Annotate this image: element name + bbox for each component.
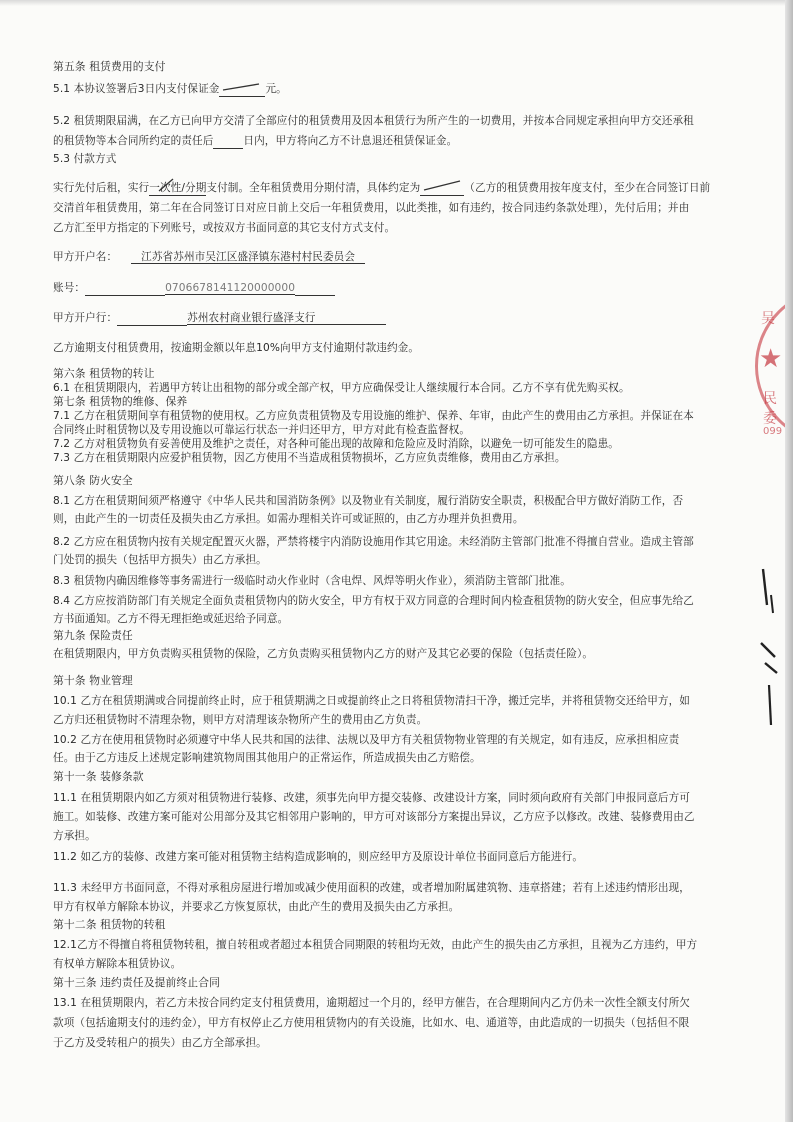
payment-line-1 [53, 181, 710, 196]
payment-option [149, 181, 206, 196]
payment-pre: 实行先付后租，实行 [53, 182, 150, 194]
article-7-heading: 第七条 租赁物的维修、保养 [53, 395, 188, 408]
late-payment-clause: 乙方逾期支付租赁费用，按逾期金额以年息10%向甲方支付逾期付款违约金。 [53, 342, 420, 354]
clause-11-1-line-3: 方承担。 [53, 830, 96, 842]
article-9-heading: 第九条 保险责任 [53, 629, 133, 642]
installment-blank [420, 181, 464, 196]
clause-10-2-line-1: 10.2 乙方在使用租赁物时必须遵守中华人民共和国的法律、法规以及甲方有关租赁物物业管理的有关规定，如有违反，应承担相应责 [53, 734, 680, 746]
clause-6-1: 6.1 在租赁期限内，若遇甲方转让出租物的部分或全部产权，甲方应确保受让人继续履行本合同。乙方不享有优先购买权。 [53, 382, 630, 394]
clause-5-2-line-2 [53, 134, 457, 149]
bank-underline-left [117, 311, 187, 326]
clause-11-3-line-1: 11.3 未经甲方书面同意，不得对承租房屋进行增加或减少使用面积的改建，或者增加附属建筑物、违章搭建；若有上述违约情形出现， [53, 882, 690, 894]
page-top-edge [0, 0, 793, 6]
clause-5-2-line-1: 5.2 租赁期限届满，在乙方已向甲方交清了全部应付的租赁费用及因本租赁行为所产生的一切费用，并按本合同规定承担向甲方交还承租 [53, 115, 694, 127]
clause-5-3: 5.3 付款方式 [53, 153, 117, 165]
clause-7-1-line-1: 7.1 乙方在租赁期间享有租赁物的使用权。乙方应负责租赁物及专用设施的维护、保养、年审，由此产生的费用由乙方承担。并保证在本 [53, 410, 694, 422]
payment-line-3: 乙方汇至甲方指定的下列账号，或按双方书面同意的其它支付方式支付。 [53, 222, 396, 234]
clause-12-1-line-2: 有权单方解除本租赁协议。 [53, 958, 182, 970]
clause-10-2-line-2: 任。由于乙方违反上述规定影响建筑物周围其他用户的正常运作，所造成损失由乙方赔偿。 [53, 752, 481, 764]
account-number-underline-right [295, 281, 335, 296]
clause-5-1-end: 元。 [265, 83, 287, 95]
account-name-value: 江苏省苏州市吴江区盛泽镇东港村村民委员会 [131, 251, 365, 264]
handwritten-stroke [420, 178, 464, 192]
clause-5-2-pre: 的租赁物等本合同所约定的责任后 [53, 135, 214, 147]
payment-mid: 支付制。全年租赁费用分期付清，具体约定为 [206, 182, 421, 194]
deposit-blank [219, 82, 265, 97]
clause-8-2-line-1: 8.2 乙方应在租赁物内按有关规定配置灭火器，严禁将楼宇内消防设施用作其它用途。未经消防主管部门批准不得擅自营业。造成主管部 [53, 536, 694, 548]
clause-13-1-line-3: 于乙方及受转租户的损失）由乙方全部承担。 [53, 1037, 267, 1049]
clause-5-1 [53, 82, 287, 97]
seal-text-bottom: 099 [763, 426, 783, 437]
clause-7-2: 7.2 乙方对租赁物负有妥善使用及维护之责任，对各种可能出现的故障和危险应及时消除，以避免一切可能发生的隐患。 [53, 438, 619, 450]
clause-13-1-line-1: 13.1 在租赁期限内，若乙方未按合同约定支付租赁费用，逾期超过一个月的，经甲方催告，在合理期间内乙方仍未一次性全额支付所欠 [53, 997, 690, 1009]
seal-text-middle: 民委 [763, 391, 777, 427]
article-10-heading: 第十条 物业管理 [53, 674, 133, 687]
payment-option-text: 一次性/分期 [149, 182, 207, 194]
clause-8-2-line-2: 门处罚的损失（包括甲方损失）由乙方承担。 [53, 554, 267, 566]
page-right-edge [785, 0, 793, 1122]
account-number-label: 账号： [53, 282, 86, 294]
bank-value: 苏州农村商业银行盛泽支行 [187, 312, 385, 325]
article-11-heading: 第十一条 装修条款 [53, 770, 144, 783]
clause-5-2-post: 日内，甲方将向乙方不计息退还租赁保证金。 [243, 135, 458, 147]
account-name-label: 甲方开户名： [53, 251, 118, 263]
article-8-heading: 第八条 防火安全 [53, 474, 133, 487]
handwritten-slash [155, 177, 177, 195]
clause-11-1-line-2: 施工。如装修、改建方案可能对公用部分及其它相邻用户影响的，甲方可对该部分方案提出异议，乙方应予以修改。改建、装修费用由乙 [53, 811, 695, 823]
clause-7-1-line-2: 合同终止时租赁物以及专用设施以可靠运行状态一并归还甲方，甲方对此有检查监督权。 [53, 424, 471, 436]
handwritten-stroke [219, 80, 265, 92]
article-5-heading: 第五条 租赁费用的支付 [53, 60, 166, 73]
clause-10-1-line-2: 乙方归还租赁物时不清理杂物，则甲方对清理该杂物所产生的费用由乙方负责。 [53, 714, 428, 726]
clause-5-1-text: 5.1 本协议签署后3日内支付保证金 [53, 83, 220, 95]
margin-signature [757, 565, 781, 735]
clause-9-1: 在租赁期限内，甲方负责购买租赁物的保险，乙方负责购买租赁物内乙方的财产及其它必要的保险（包括责任险）。 [53, 648, 594, 660]
bank-label: 甲方开户行： [53, 312, 118, 324]
clause-13-1-line-2: 款项（包括逾期支付的违约金），甲方有权停止乙方使用租赁物内的有关设施，比如水、电、通道等，由此造成的一切损失（包括但不限 [53, 1017, 690, 1029]
account-number-value: 0706678141120000000 [165, 282, 296, 294]
clause-11-3-line-2: 甲方有权单方解除本协议，并要求乙方恢复原状，由此产生的费用及损失由乙方承担。 [53, 901, 460, 913]
clause-7-3: 7.3 乙方在租赁期限内应爱护租赁物，因乙方使用不当造成租赁物损坏，乙方应负责维修，费用由乙方承担。 [53, 452, 566, 464]
days-blank [213, 134, 243, 149]
clause-12-1-line-1: 12.1乙方不得擅自将租赁物转租，擅自转租或者超过本租赁合同期限的转租均无效，由此产生的损失由乙方承担，且视为乙方违约，甲方 [53, 939, 698, 951]
account-number-row [53, 281, 335, 296]
account-name-row [53, 250, 365, 264]
clause-10-1-line-1: 10.1 乙方在租赁期满或合同提前终止时，应于租赁期满之日或提前终止之日将租赁物清扫干净，搬迁完毕，并将租赁物交还给甲方，如 [53, 695, 690, 707]
clause-11-1-line-1: 11.1 在租赁期限内如乙方须对租赁物进行装修、改建，须事先向甲方提交装修、改建设计方案，同时须向政府有关部门申报同意后方可 [53, 792, 690, 804]
bank-row [53, 311, 386, 326]
article-12-heading: 第十二条 租赁物的转租 [53, 918, 166, 931]
seal-star-icon: ★ [759, 344, 783, 374]
article-13-heading: 第十三条 违约责任及提前终止合同 [53, 976, 220, 989]
clause-8-1-line-1: 8.1 乙方在租赁期间须严格遵守《中华人民共和国消防条例》以及物业有关制度，履行消防安全职责，积极配合甲方做好消防工作，否 [53, 495, 684, 507]
account-number-underline-left [85, 281, 165, 296]
clause-8-4-line-2: 方书面通知。乙方不得无理拒绝或延迟给予同意。 [53, 613, 289, 625]
clause-8-4-line-1: 8.4 乙方应按消防部门有关规定全面负责租赁物内的防火安全，甲方有权于双方同意的合理时间内检查租赁物的防火安全，但应事先给乙 [53, 595, 694, 607]
payment-post: （乙方的租赁费用按年度支付，至少在合同签订日前 [464, 182, 711, 194]
clause-11-2: 11.2 如乙方的装修、改建方案可能对租赁物主结构造成影响的，则应经甲方及原设计单位书面同意后方能进行。 [53, 851, 584, 863]
clause-8-3: 8.3 租赁物内确因维修等事务需进行一级临时动火作业时（含电焊、风焊等明火作业），须消防主管部门批准。 [53, 575, 571, 587]
article-6-heading: 第六条 租赁物的转让 [53, 367, 155, 380]
payment-line-2: 交清首年租赁费用，第二年在合同签订日对应日前上交后一年租赁费用，以此类推，如有违约，按合同违约条款处理），先付后用；并由 [53, 202, 690, 214]
clause-8-1-line-2: 则，由此产生的一切责任及损失由乙方承担。如需办理相关许可或证照的，由乙方办理并负担费用。 [53, 513, 524, 525]
seal-text-top: 吴 [761, 311, 775, 327]
official-seal-partial [755, 288, 785, 458]
